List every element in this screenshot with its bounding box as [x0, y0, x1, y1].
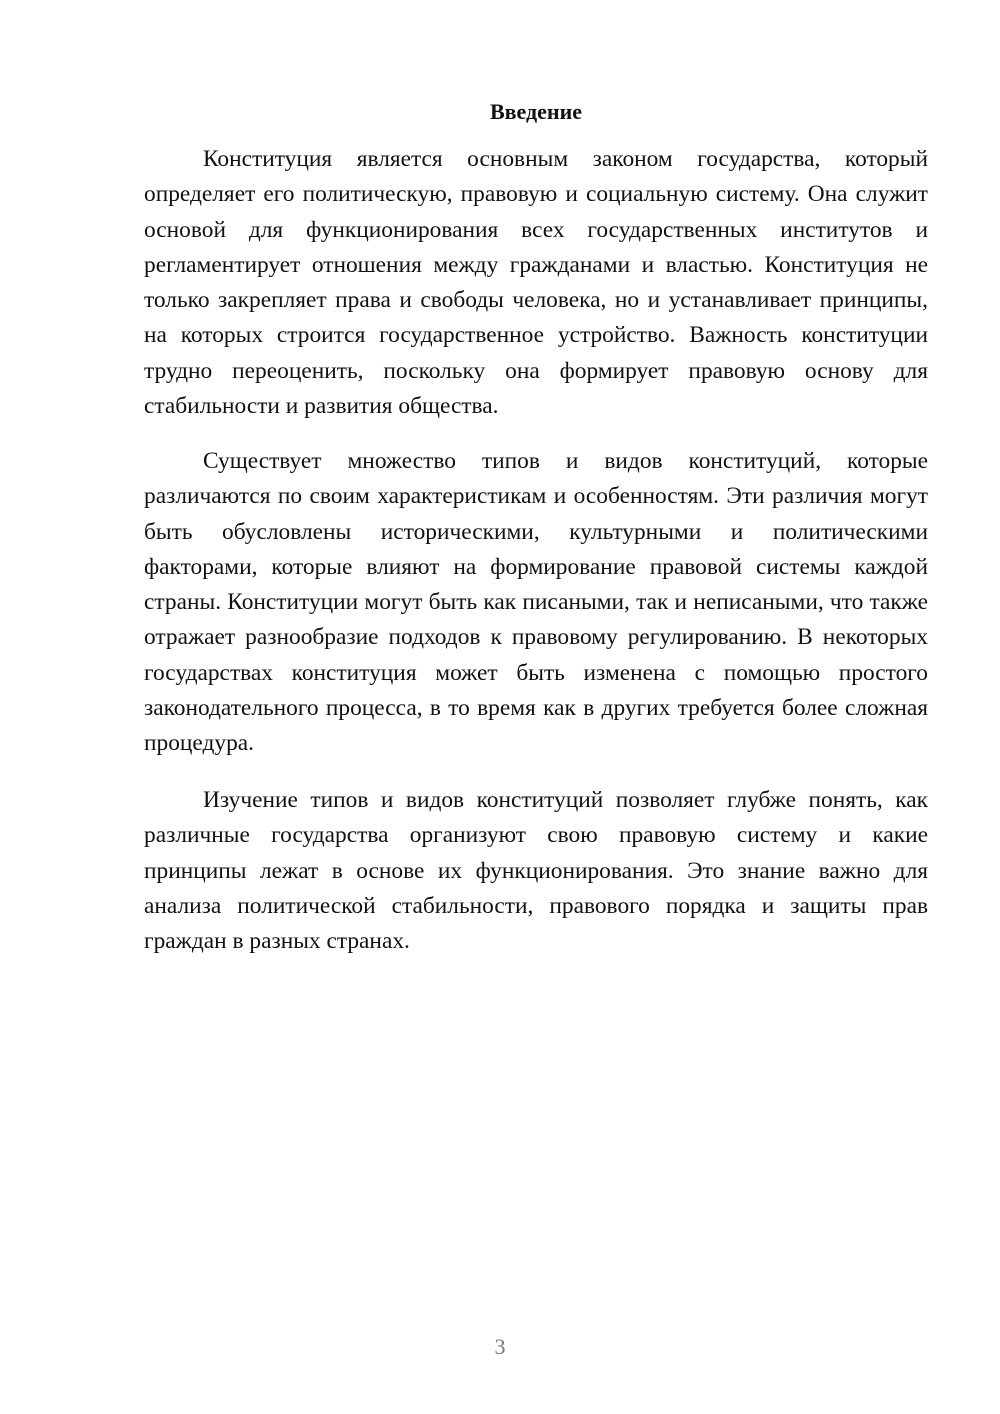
section-heading: Введение — [489, 99, 583, 124]
paragraph-1: Конституция является основным законом государства, который определяет его политическую, правовую и социальную систему. Она служит основой для функционирования всех государственных институтов и регламентирует отношения между гражданами и властью. Конституция не только закрепляет права и свободы человека, но и устанавливает принципы, на которых строится государственное устройство. Важность конституции трудно переоценить, поскольку она формирует правовую основу для стабильности и развития общества. — [144, 146, 928, 420]
paragraph-2: Существует множество типов и видов конституций, которые различаются по своим характеристикам и особенностям. Эти различия могут быть обусловлены историческими, культурными и политическими факторами, которые влияют на формирование правовой системы каждой страны. Конституции могут быть как писаными, так и неписаными, что также отражает разнообразие подходов к правовому регулированию. В некоторых государствах конституция может быть изменена с помощью простого законодательного процесса, в то время как в других требуется более сложная процедура. — [144, 448, 928, 757]
paragraph-3: Изучение типов и видов конституций позволяет глубже понять, как различные государства организуют свою правовую систему и какие принципы лежат в основе их функционирования. Это знание важно для анализа политической стабильности, правового порядка и защиты прав граждан в разных странах. — [144, 787, 928, 955]
page-number: 3 — [494, 1334, 506, 1359]
